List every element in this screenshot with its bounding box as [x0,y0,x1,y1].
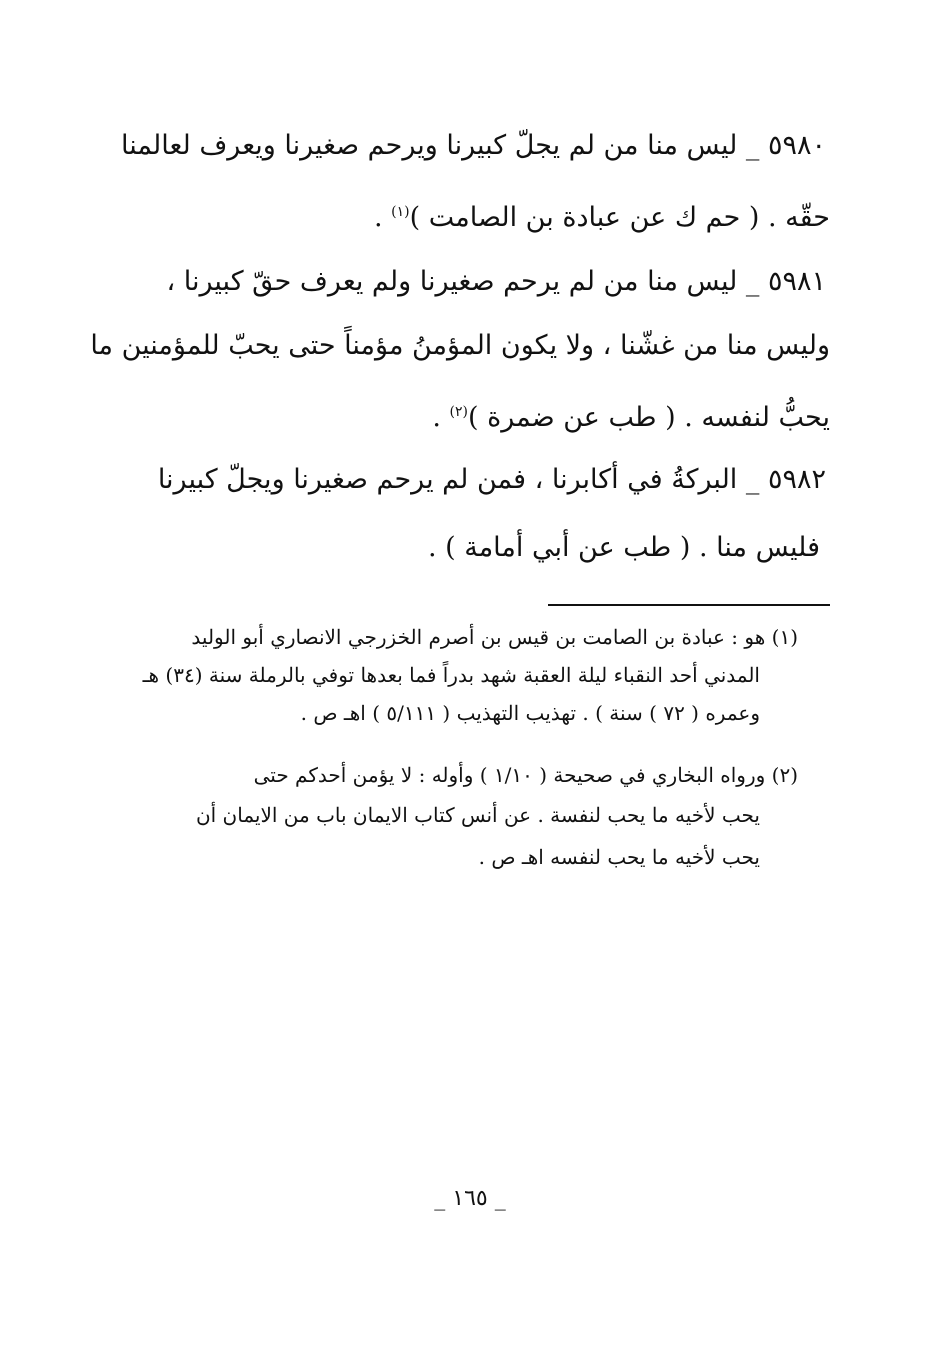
footnote-2-line-3: يحب لأخيه ما يحب لنفسه اهـ ص . [478,845,760,869]
footnote-separator [548,604,830,606]
hadith-5980-line-2 [130,192,830,238]
footnote-2-line-2: يحب لأخيه ما يحب لنفسة . عن أنس كتاب الايمان باب من الايمان أن [195,803,760,827]
footnote-1-line-1: (١) هو : عبادة بن الصامت بن قيس بن أصرم الخزرجي الانصاري أبو الوليد [191,625,798,649]
footnote-1-line-2: المدني أحد النقباء ليلة العقبة شهد بدراً فما بعدها توفي بالرملة سنة (٣٤) هـ [142,663,760,687]
hadith-5980-trail: . [374,202,392,233]
footnote-1-line-3: وعمره ( ٧٢ ) سنة ) . تهذيب التهذيب ( ٥/١١١ ) اهـ ص . [300,701,760,725]
hadith-5981-trail: . [432,402,450,433]
hadith-5980-line-1: ٥٩٨٠ _ ليس منا من لم يجلّ كبيرنا ويرحم صغيرنا ويعرف لعالمنا [121,130,826,161]
footnote-ref-1: (١) [391,204,410,220]
hadith-5981-line-3 [130,392,830,438]
footnote-ref-2: (٢) [449,404,468,420]
hadith-5981-text: يحبُّ لنفسه . ( طب عن ضمرة ) [467,402,830,433]
hadith-5981-line-1: ٥٩٨١ _ ليس منا من لم يرحم صغيرنا ولم يعرف حقّ كبيرنا ، [166,266,826,297]
hadith-5982-line-2: فليس منا . ( طب عن أبي أمامة ) . [427,532,820,563]
page-number: _ ١٦٥ _ [434,1186,506,1211]
hadith-5981-line-2: وليس منا من غشّنا ، ولا يكون المؤمنُ مؤمناً حتى يحبّ للمؤمنين ما [90,330,830,361]
hadith-5980-text: حقّه . ( حم ك عن عبادة بن الصامت ) [409,202,830,233]
footnote-2-line-1: (٢) ورواه البخاري في صحيحة ( ١/١٠ ) وأوله : لا يؤمن أحدكم حتى [253,763,798,787]
hadith-5982-line-1: ٥٩٨٢ _ البركةُ في أكابرنا ، فمن لم يرحم صغيرنا ويجلّ كبيرنا [157,464,826,495]
